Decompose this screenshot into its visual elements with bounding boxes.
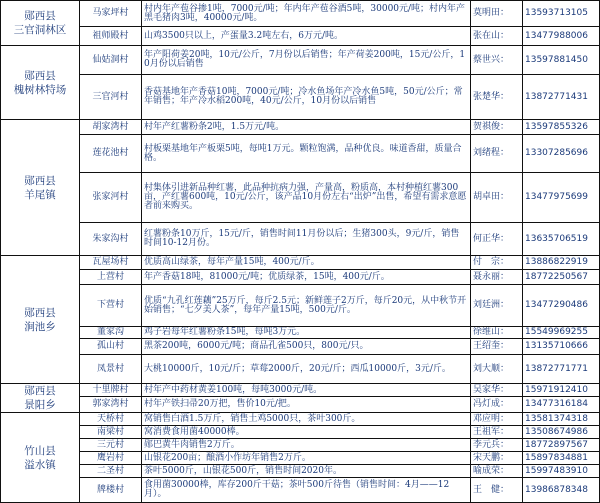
product-detail-cell: 优质高山绿茶，每年产量15吨，400元/斤。: [142, 256, 471, 270]
village-cell: 董家沟: [80, 327, 142, 339]
table-row: [1, 173, 600, 223]
product-detail-cell: 郧巴黄牛肉销售2万斤。: [142, 439, 471, 452]
product-detail-cell: 红薯粉条10万斤，15元/斤，销售时间11月份以后；生猪300头，9元/斤，销售时间10-12月份。: [142, 223, 471, 256]
county-town-cell: [1, 46, 80, 120]
county-name: 郧西县: [24, 69, 56, 82]
table-row: [1, 75, 600, 120]
product-detail-cell: 年产香菇18吨，81000元/吨；优质绿茶，15吨，400元/斤。: [142, 270, 471, 285]
village-cell: 下营村: [80, 285, 142, 327]
contact-person-cell: 刘大顺：: [471, 355, 523, 384]
village-cell: 瓦屋场村: [80, 256, 142, 270]
village-cell: 莲花池村: [80, 135, 142, 173]
village-cell: 朱家沟村: [80, 223, 142, 256]
contact-person-cell: 何正华：: [471, 223, 523, 256]
phone-number-cell: 18772250567: [523, 270, 600, 285]
product-detail-cell: 茶叶5000斤，山银花500斤，销售时间2020年。: [142, 465, 471, 478]
product-detail-cell: 食用菌30000棒，库存200斤干菇；茶叶500斤待售（销售时间：4月——12月）。: [142, 478, 471, 503]
contact-person-cell: 喻成荣：: [471, 465, 523, 478]
county-name: 郧西县: [24, 306, 56, 319]
phone-number-cell: 13508674986: [523, 426, 600, 439]
phone-number-cell: 15997483910: [523, 465, 600, 478]
town-name: 溢水镇: [24, 458, 56, 471]
phone-number-cell: 13477316184: [523, 397, 600, 413]
table-row: [1, 426, 600, 439]
phone-number-cell: 13477988006: [523, 27, 600, 46]
county-town-cell: [1, 256, 80, 384]
table-row: [1, 384, 600, 397]
contact-person-cell: 付 宗：: [471, 256, 523, 270]
contact-person-cell: 张在山：: [471, 27, 523, 46]
phone-number-cell: 13597881450: [523, 46, 600, 75]
county-name: 郧西县: [24, 385, 56, 397]
table-row: [1, 223, 600, 256]
village-cell: 凤景村: [80, 355, 142, 384]
table-row: [1, 397, 600, 413]
village-cell: 张家河村: [80, 173, 142, 223]
phone-number-cell: 13477290486: [523, 285, 600, 327]
contact-person-cell: 贺祺俊：: [471, 120, 523, 135]
table-row: [1, 439, 600, 452]
county-name: 郧西县: [24, 10, 56, 22]
product-detail-cell: 窝消费食用菌40000棒。: [142, 426, 471, 439]
contact-person-cell: 王绍奎：: [471, 339, 523, 355]
contact-person-cell: 王 健：: [471, 478, 523, 503]
phone-number-cell: 15971912410: [523, 384, 600, 397]
contact-person-cell: 蔡世兴：: [471, 46, 523, 75]
county-town-cell: [1, 384, 80, 413]
county-name: 竹山县: [24, 444, 56, 457]
phone-number-cell: 13635706519: [523, 223, 600, 256]
table-row: [1, 1, 600, 27]
contact-person-cell: 莫明田：: [471, 1, 523, 27]
village-cell: 天桥村: [80, 413, 142, 426]
phone-number-cell: 13597855326: [523, 120, 600, 135]
contact-person-cell: 刘绪程：: [471, 135, 523, 173]
town-name: 羊尾镇: [24, 188, 56, 201]
phone-number-cell: 13872771771: [523, 355, 600, 384]
product-detail-cell: 山银花200亩；酿酒小作坊年销售2万斤。: [142, 452, 471, 465]
contact-person-cell: 吴家华：: [471, 384, 523, 397]
table-row: [1, 27, 600, 46]
product-detail-cell: 村年产中药材黄姜100吨，每吨3000元/吨。: [142, 384, 471, 397]
village-cell: 牌楼村: [80, 478, 142, 503]
county-name: 郧西县: [24, 174, 56, 187]
contact-person-cell: 宋天鹏：: [471, 452, 523, 465]
phone-number-cell: 15897834881: [523, 452, 600, 465]
town-name: 三官洞林区: [13, 24, 67, 36]
contact-person-cell: 张楚华：: [471, 75, 523, 120]
contact-person-cell: 聂永丽：: [471, 270, 523, 285]
table-row: [1, 120, 600, 135]
contact-person-cell: 刘廷洲：: [471, 285, 523, 327]
product-detail-cell: 优质“九孔红莲藕”25万斤，每斤2.5元；新鲜莲子2万斤，每斤20元，从中秋节开始销售；“七夕美人茶”，每年产量15吨，500元/斤。: [142, 285, 471, 327]
village-cell: 上营村: [80, 270, 142, 285]
table-row: [1, 135, 600, 173]
table-row: [1, 327, 600, 339]
table-row: [1, 465, 600, 478]
county-town-cell: [1, 120, 80, 256]
phone-number-cell: 13886822919: [523, 256, 600, 270]
phone-number-cell: 18772897567: [523, 439, 600, 452]
phone-number-cell: 13872771431: [523, 75, 600, 120]
table-row: [1, 285, 600, 327]
phone-number-cell: 15549969255: [523, 327, 600, 339]
table-row: [1, 478, 600, 503]
village-cell: 孤山村: [80, 339, 142, 355]
phone-number-cell: 13135710666: [523, 339, 600, 355]
product-detail-cell: 村年产铁扫帚20万把，售价10元/把。: [142, 397, 471, 413]
phone-number-cell: 13581374318: [523, 413, 600, 426]
village-cell: 马家坪村: [80, 1, 142, 27]
product-detail-cell: 山鸡3500只以上，产蛋量3.2吨左右，6万元/吨。: [142, 27, 471, 46]
phone-number-cell: 13593713105: [523, 1, 600, 27]
phone-number-cell: 13307285696: [523, 135, 600, 173]
table-row: [1, 413, 600, 426]
contact-person-cell: 王祖军：: [471, 426, 523, 439]
village-cell: 三元村: [80, 439, 142, 452]
product-detail-cell: 村内年产苞谷掺1吨，7000元/吨；年内年产苞谷酒5吨，30000元/吨；村内年产黑毛猪肉3吨，40000元/吨。: [142, 1, 471, 27]
product-detail-cell: 年产阳荷姜20吨，10元/公斤，7月份以后销售；年产荷姜200吨，15元/公斤，10月份以后销售: [142, 46, 471, 75]
contact-person-cell: 徐维山：: [471, 327, 523, 339]
town-name: 涧池乡: [24, 320, 56, 333]
county-town-cell: [1, 413, 80, 503]
village-cell: 二圣村: [80, 465, 142, 478]
county-town-cell: [1, 1, 80, 46]
product-detail-cell: 村集体引进新品种红薯，此品种抗病力强，产量高，粉质高，本村种植红薯300亩，产红薯600吨，10元/公斤，该产品10月份左右“出炉”出售，希望有需求意愿者前来购买。: [142, 173, 471, 223]
table-row: [1, 452, 600, 465]
village-cell: 胡家湾村: [80, 120, 142, 135]
village-cell: 仙姑洞村: [80, 46, 142, 75]
phone-number-cell: 13477975699: [523, 173, 600, 223]
table-row: [1, 339, 600, 355]
contact-person-cell: 李元兵：: [471, 439, 523, 452]
village-cell: 十里牌村: [80, 384, 142, 397]
contact-person-cell: 邓应明：: [471, 413, 523, 426]
product-detail-cell: 黑茶200吨，6000元/吨；商品孔雀500只，800元/只。: [142, 339, 471, 355]
product-detail-cell: 窝销售白酒1.5万斤，销售土鸡5000只，茶叶300斤。: [142, 413, 471, 426]
town-name: 槐树林特场: [13, 83, 67, 96]
table-row: [1, 355, 600, 384]
contact-person-cell: 冯灯成：: [471, 397, 523, 413]
table-row: [1, 46, 600, 75]
table-row: [1, 270, 600, 285]
village-cell: 三官河村: [80, 75, 142, 120]
product-detail-cell: 鸡子岩每年红薯粉条15吨，每吨3万元。: [142, 327, 471, 339]
table-body: [1, 1, 600, 503]
village-cell: 祖师殿村: [80, 27, 142, 46]
product-detail-cell: 香菇基地年产香菇10吨，7000元/吨；冷水鱼场年产冷水鱼5吨，50元/公斤；常年销售；年产冷水稻200吨，40元/公斤，10月份以后销售: [142, 75, 471, 120]
town-name: 景阳乡: [24, 399, 56, 411]
village-cell: 南梁村: [80, 426, 142, 439]
village-cell: 郭家湾村: [80, 397, 142, 413]
table-row: [1, 256, 600, 270]
product-detail-cell: 村年产红薯粉条2吨，1.5万元/吨。: [142, 120, 471, 135]
village-cell: 鹰岩村: [80, 452, 142, 465]
contact-person-cell: 胡卓田：: [471, 173, 523, 223]
product-detail-cell: 大桃10000斤，10元/斤；草莓2000斤，20元/斤；西瓜10000斤，3元/斤。: [142, 355, 471, 384]
phone-number-cell: 13986878348: [523, 478, 600, 503]
product-detail-cell: 村板栗基地年产板栗5吨，每吨1万元。颗粒饱满，品种优良。味道香甜，质量合格。: [142, 135, 471, 173]
